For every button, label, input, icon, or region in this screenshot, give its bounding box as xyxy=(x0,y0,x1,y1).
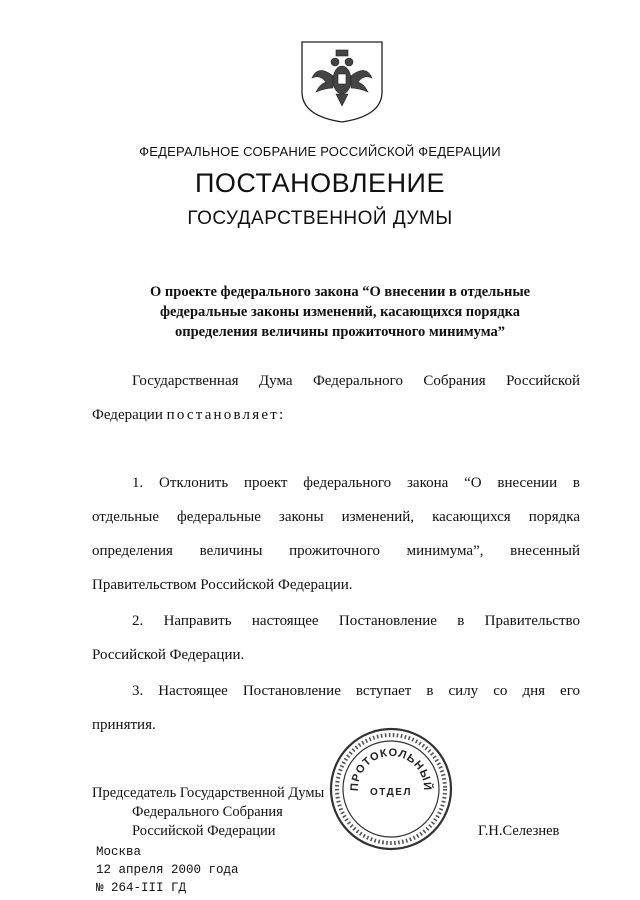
item-line: 1. Отклонить проект федерального закона “О внесении в xyxy=(132,475,580,491)
signature-title-line: Председатель Государственной Думы xyxy=(92,785,325,801)
item-line: принятия. xyxy=(92,717,156,733)
item-1-paragraph xyxy=(92,466,580,602)
document-number: № 264-III ГД xyxy=(96,881,187,895)
signature-title-line: Российской Федерации xyxy=(132,823,276,839)
item-line: Правительством Российской Федерации. xyxy=(92,577,353,593)
item-line: определения величины прожиточного минимума”, внесенный xyxy=(92,543,580,559)
item-line: Российской Федерации. xyxy=(92,647,245,663)
signature-title xyxy=(92,784,324,841)
protocol-stamp xyxy=(326,724,456,854)
preamble-paragraph xyxy=(92,364,580,432)
emblem-icon xyxy=(296,38,388,124)
svg-text:ПРОТОКОЛЬНЫЙ xyxy=(349,747,434,792)
signature-title-line: Федерального Собрания xyxy=(132,804,283,820)
subject-line: О проекте федерального закона “О внесении в отдельные xyxy=(150,284,531,300)
stamp-center-text: ОТДЕЛ xyxy=(370,787,412,798)
preamble-line xyxy=(92,398,580,432)
item-line: отдельные федеральные законы изменений, касающихся порядка xyxy=(92,509,580,525)
signatory-name: Г.Н.Селезнев xyxy=(478,823,560,839)
item-line: 2. Направить настоящее Постановление в Правительство xyxy=(132,613,580,629)
preamble-keyword: постановляет: xyxy=(166,407,286,423)
stamp-ring-text: ПРОТОКОЛЬНЫЙ xyxy=(348,746,434,792)
document-issuer: ГОСУДАРСТВЕННОЙ ДУМЫ xyxy=(187,208,453,229)
subject-line: определения величины прожиточного минимума” xyxy=(174,324,506,340)
issue-date: 12 апреля 2000 года xyxy=(96,863,239,877)
document-type: ПОСТАНОВЛЕНИЕ xyxy=(195,168,445,198)
preamble-line: Государственная Дума Федерального Собрания Российской xyxy=(132,373,580,389)
preamble-text: Федерации xyxy=(92,407,167,423)
issue-place-date xyxy=(96,843,239,897)
organization-name: ФЕДЕРАЛЬНОЕ СОБРАНИЕ РОССИЙСКОЙ ФЕДЕРАЦИИ xyxy=(139,144,501,159)
item-line: 3. Настоящее Постановление вступает в силу со дня его xyxy=(132,683,580,699)
issue-city: Москва xyxy=(96,845,142,859)
item-2-paragraph xyxy=(92,604,580,672)
subject-line: федеральные законы изменений, касающихся порядка xyxy=(159,304,521,320)
document-subject xyxy=(150,282,530,342)
